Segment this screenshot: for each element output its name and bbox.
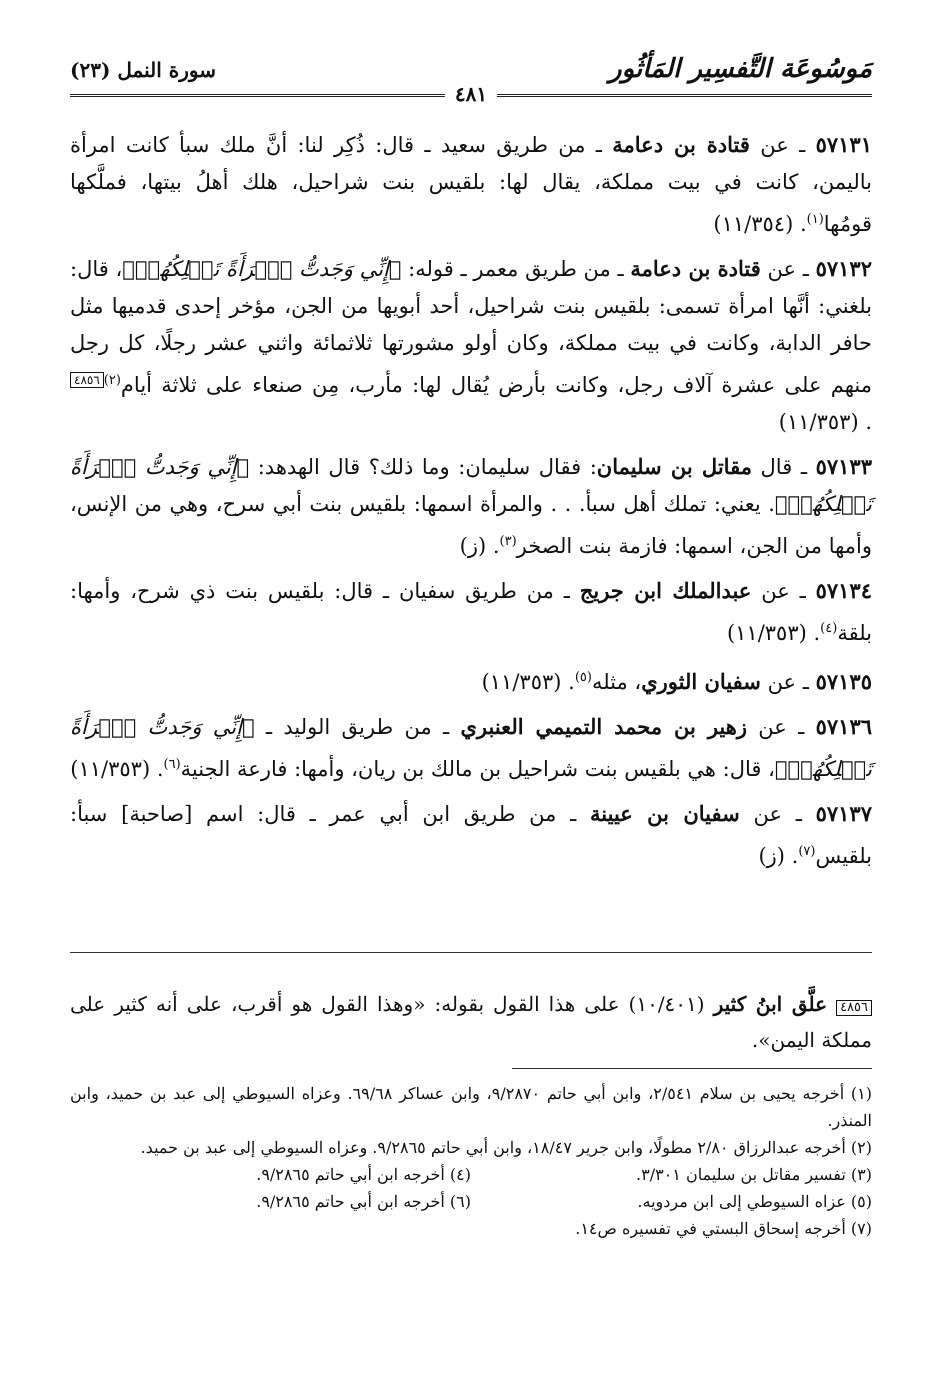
entry-text: . يعني: تملك أهل سبأ. . . والمرأة اسمها: بلقيس بنت أبي سرح، وهي من الإنس، وأمها من الجن، اسمها: فازمة بنت الصخر [70,492,872,558]
note-separator [70,952,872,953]
entry-text: ، مثله [591,670,642,694]
quran-verse: ﴿إِنِّي وَجَدتُّ ٱمۡرَأَةً تَمۡلِكُهُمۡ﴾ [70,455,872,516]
quran-verse: ﴿إِنِّي وَجَدتُّ ٱمۡرَأَةً تَمۡلِكُهُمۡ﴾ [122,257,402,281]
entry-text: ـ من طريق سفيان ـ قال: بلقيس بنت ذي شرح، وأمها: بلقة [70,579,872,645]
entry-text: ـ عن [751,579,816,603]
entry-text: ـ قال [751,455,816,479]
editor-note [70,986,872,1058]
entry-reference: . (١١/٣٥٣) [726,621,821,645]
entry-text: ـ عن [749,133,816,157]
footnote: (٦) أخرجه ابن أبي حاتم ٩/٢٨٦٥. [256,1192,471,1211]
entry-57132 [70,250,872,441]
footnote: (٢) أخرجه عبدالرزاق ٢/٨٠ مطولًا، وابن جرير ١٨/٤٧، وابن أبي حاتم ٩/٢٨٦٥. وعزاه السيوطي إلى عبد بن حميد. [140,1138,872,1157]
entry-57134 [70,572,872,652]
entry-text: : فقال سليمان: وما ذلك؟ قال الهدهد: [249,455,597,479]
entry-57133 [70,448,872,565]
footnote-marker[interactable]: (٥) [574,670,592,685]
entry-number: ٥٧١٣٢ [815,256,872,281]
entry-author: زهير بن محمد التميمي العنبري [460,714,747,739]
entry-number: ٥٧١٣٣ [815,454,872,479]
entry-number: ٥٧١٣٧ [815,801,872,826]
entry-author: سفيان بن عيينة [590,801,740,826]
entry-text: ـ من طريق الوليد ـ [254,715,461,739]
footnote: (٤) أخرجه ابن أبي حاتم ٩/٢٨٦٥. [256,1165,471,1184]
entry-reference: . (١١/٣٥٣) [778,410,872,434]
page-number: ٤٨١ [445,82,497,106]
entry-reference: . (ز) [758,844,799,868]
entry-text: ـ من طريق معمر ـ قوله: [401,257,631,281]
footnote-marker[interactable]: (٢) [103,373,121,388]
footnotes [70,1080,872,1242]
surah-title: سورة النمل (٢٣) [70,58,216,82]
note-ref-box: ٤٨٥٦ [836,1000,872,1016]
entry-reference: . (١١/٣٥٣) [70,757,164,781]
footnote-row [70,1161,872,1188]
entry-author: قتادة بن دعامة [630,256,761,281]
entry-text: ـ عن [739,802,816,826]
entry-text: ـ من طريق ابن أبي عمر ـ قال: اسم [صاحبة] سبأ: بلقيس [70,802,872,868]
footnote-marker[interactable]: (١) [806,212,824,227]
entry-text: ـ عن [760,257,816,281]
entry-57137 [70,795,872,875]
entry-57136 [70,708,872,788]
footnote-marker[interactable]: (٧) [798,844,816,859]
entry-text: ـ من طريق سعيد ـ قال: ذُكِر لنا: أنَّ ملك سبأ كانت امرأة باليمن، كانت في بيت مملكة، يقال لها: بلقيس بنت شراحيل، هلك أهلُ بيتها، فملَّكها قومُها [70,133,872,236]
quran-verse: ﴿إِنِّي وَجَدتُّ ٱمۡرَأَةً تَمۡلِكُهُمۡ﴾ [70,715,872,781]
note-text: (١٠/٤٠١) على هذا القول بقوله: «وهذا القول هو أقرب، على أنه كثير على مملكة اليمن». [70,992,872,1052]
book-title: مَوسُوعَة التَّفسِير المَأثُور [609,54,872,84]
entry-number: ٥٧١٣١ [815,132,872,157]
entry-author: مقاتل بن سليمان [596,454,752,479]
entry-number: ٥٧١٣٤ [815,578,872,603]
note-ref-box[interactable]: ٤٨٥٦ [70,372,104,388]
main-text [70,126,872,882]
entry-author: قتادة بن دعامة [612,132,750,157]
entry-reference: . (١١/٣٥٣) [481,670,575,694]
footnote: (١) أخرجه يحيى بن سلام ٢/٥٤١، وابن أبي حاتم ٩/٢٨٧٠، وابن عساكر ٦٩/٦٨. وعزاه السيوطي إلى عبد بن حميد، وابن المنذر. [70,1084,872,1130]
footnote: (٧) أخرجه إسحاق البستي في تفسيره ص١٤. [575,1219,872,1238]
entry-text: ، قال: بلغني: أنَّها امرأة تسمى: بلقيس بنت شراحيل، أحد أبويها من الجن، مؤخر إحدى قدميها مثل حافر الدابة، وكانت في بيت مملكة، وكان أولو مشورتها ثلاثمائة واثني عشر رجلًا، كل رجل منهم على عشرة آلاف رجل، وكانت بأرض يُقال لها: مأرب، مِن صنعاء على ثلاثة أيام [70,257,872,397]
footnote: (٣) تفسير مقاتل بن سليمان ٣/٣٠١. [636,1165,872,1184]
entry-reference: . (ز) [459,534,500,558]
entry-reference: . (١١/٣٥٤) [713,212,807,236]
entry-text: ـ عن [760,670,816,694]
entry-text: ـ عن [746,715,816,739]
entry-57135 [70,659,872,701]
entry-number: ٥٧١٣٦ [815,714,873,739]
footnote-marker[interactable]: (٣) [499,534,517,549]
page-header [70,40,872,120]
entry-text: ، قال: هي بلقيس بنت شراحيل بن مالك بن ريان، وأمها: فارعة الجنية [180,757,775,781]
entry-author: عبدالملك ابن جريج [579,578,752,603]
footnote: (٥) عزاه السيوطي إلى ابن مردويه. [637,1192,872,1211]
footnote-marker[interactable]: (٤) [820,621,838,636]
entry-author: سفيان الثوري [641,669,761,694]
note-lead: علَّق ابنُ كثير [713,992,828,1016]
footnote-row [70,1188,872,1215]
entry-number: ٥٧١٣٥ [815,669,872,694]
footnote-marker[interactable]: (٦) [163,757,181,772]
entry-57131 [70,126,872,243]
footnote-separator [512,1068,872,1069]
